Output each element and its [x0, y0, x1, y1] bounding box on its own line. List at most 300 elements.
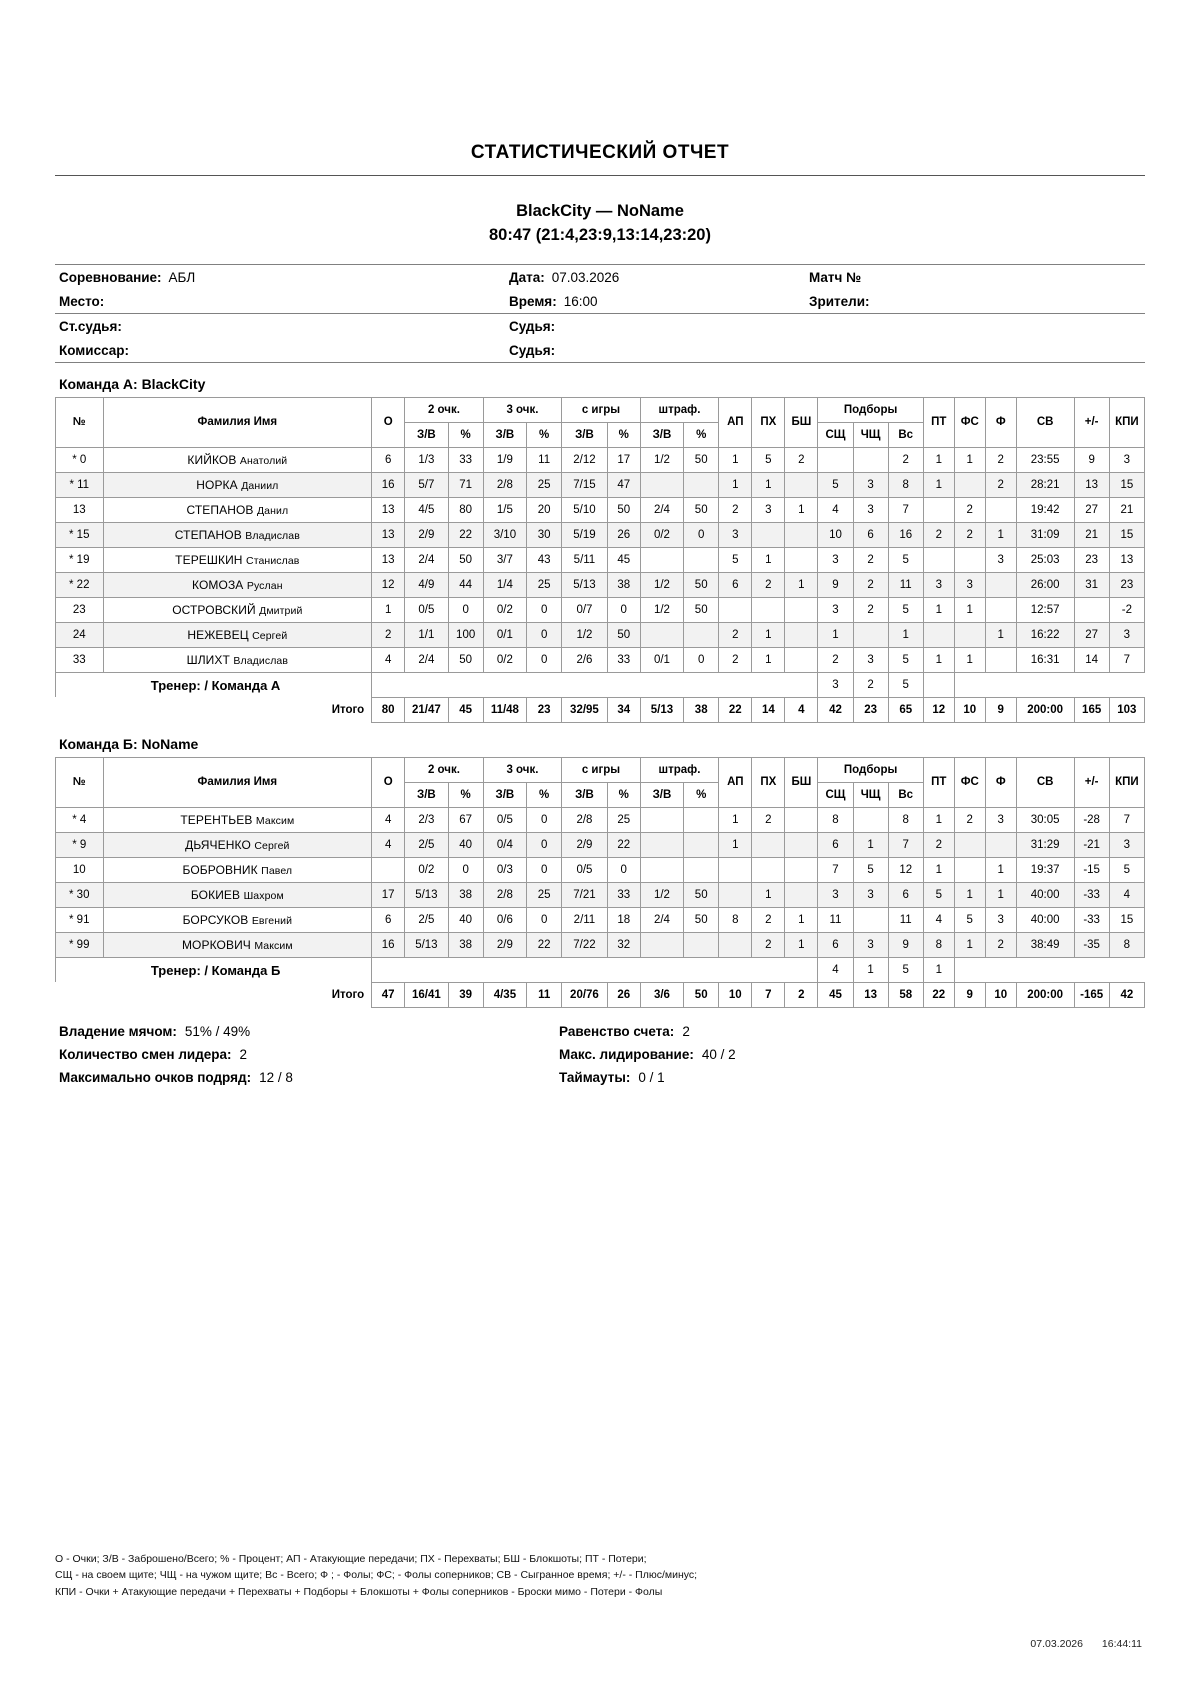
coach-cell-fouls-on	[954, 957, 985, 982]
cell-fg-pct: 33	[607, 647, 640, 672]
cell-kpi: 8	[1109, 932, 1144, 957]
col-reb-off: ЧЩ	[853, 422, 888, 447]
coach-cell-reb-off: 2	[853, 672, 888, 697]
cell-fouls	[985, 647, 1016, 672]
col-number: №	[56, 757, 104, 807]
cell-turnovers: 2	[923, 522, 954, 547]
cell-player-name	[103, 522, 372, 547]
cell-points: 12	[372, 572, 405, 597]
cell-player-number: 13	[56, 497, 104, 522]
cell-fouls-on: 2	[954, 497, 985, 522]
cell-steals: 2	[752, 807, 785, 832]
player-firstname: Владислав	[233, 654, 289, 667]
totals-cell-points: 80	[372, 697, 405, 722]
match-info-block	[55, 264, 1145, 363]
col-fouls: Ф	[985, 757, 1016, 807]
col-name: Фамилия Имя	[103, 397, 372, 447]
cell-turnovers	[923, 547, 954, 572]
coach-cell-fouls	[985, 957, 1016, 982]
cell-2pt-pct: 0	[448, 857, 483, 882]
col-reb-total: Вс	[888, 782, 923, 807]
cell-points: 13	[372, 497, 405, 522]
cell-fg-pct: 0	[607, 857, 640, 882]
totals-cell-plusminus: 165	[1074, 697, 1109, 722]
competition-value: АБЛ	[168, 269, 196, 285]
cell-ft-made	[640, 857, 683, 882]
totals-cell-3pt-pct: 23	[527, 697, 562, 722]
cell-plusminus: -28	[1074, 807, 1109, 832]
cell-reb-total: 7	[888, 497, 923, 522]
cell-player-number: 33	[56, 647, 104, 672]
cell-player-name	[103, 497, 372, 522]
cell-reb-total: 6	[888, 882, 923, 907]
col-plusminus: +/-	[1074, 757, 1109, 807]
coach-cell-reb-off: 1	[853, 957, 888, 982]
cell-player-name	[103, 447, 372, 472]
cell-reb-off: 1	[853, 832, 888, 857]
cell-fg-made: 5/19	[562, 522, 607, 547]
cell-ft-made: 2/4	[640, 907, 683, 932]
cell-plusminus: 23	[1074, 547, 1109, 572]
cell-steals: 1	[752, 647, 785, 672]
cell-reb-def: 8	[818, 807, 853, 832]
cell-reb-off: 3	[853, 472, 888, 497]
cell-steals	[752, 857, 785, 882]
coach-label: Тренер: / Команда А	[56, 672, 372, 697]
cell-2pt-made: 1/3	[405, 447, 448, 472]
table-row[interactable]	[56, 597, 1145, 622]
cell-fouls-on: 1	[954, 597, 985, 622]
cell-fouls: 3	[985, 547, 1016, 572]
cell-fouls: 1	[985, 857, 1016, 882]
cell-3pt-made: 0/6	[483, 907, 526, 932]
player-firstname: Максим	[254, 939, 293, 952]
cell-turnovers: 2	[923, 832, 954, 857]
totals-cell-steals: 14	[752, 697, 785, 722]
player-surname: НЕЖЕВЕЦ	[187, 627, 253, 642]
cell-kpi: 13	[1109, 547, 1144, 572]
table-row[interactable]	[56, 447, 1145, 472]
referee1-field	[509, 319, 809, 334]
cell-ft-pct: 50	[684, 572, 719, 597]
coach-cell-2pt-made	[405, 957, 448, 982]
cell-points: 4	[372, 807, 405, 832]
coach-cell-minutes	[1016, 957, 1074, 982]
col-fieldgoals: с игры	[562, 757, 641, 782]
col-2pt-made: З/В	[405, 782, 448, 807]
cell-2pt-made: 2/5	[405, 907, 448, 932]
cell-fg-made: 7/21	[562, 882, 607, 907]
col-steals: ПХ	[752, 757, 785, 807]
cell-player-number: * 11	[56, 472, 104, 497]
table-row[interactable]	[56, 472, 1145, 497]
cell-fg-made: 2/12	[562, 447, 607, 472]
cell-3pt-made: 2/9	[483, 932, 526, 957]
cell-player-name	[103, 572, 372, 597]
cell-plusminus: 21	[1074, 522, 1109, 547]
team-b-heading	[59, 736, 1145, 752]
cell-2pt-made: 2/5	[405, 832, 448, 857]
timeouts-value: 0 / 1	[638, 1069, 665, 1085]
col-3pt-pct: %	[527, 782, 562, 807]
col-assists: АП	[719, 397, 752, 447]
table-row[interactable]	[56, 522, 1145, 547]
cell-fg-pct: 45	[607, 547, 640, 572]
cell-ft-made: 1/2	[640, 882, 683, 907]
cell-player-number: * 19	[56, 547, 104, 572]
col-reb-off: ЧЩ	[853, 782, 888, 807]
coach-cell-reb-def: 3	[818, 672, 853, 697]
player-surname: ШЛИХТ	[186, 652, 234, 667]
cell-fouls: 1	[985, 522, 1016, 547]
coach-cell-turnovers	[923, 672, 954, 697]
time-label: Время:	[509, 293, 557, 309]
match-number-label: Матч №	[809, 269, 862, 285]
cell-steals: 1	[752, 882, 785, 907]
totals-cell-reb-total: 58	[888, 982, 923, 1007]
player-surname: ОСТРОВСКИЙ	[172, 602, 260, 617]
cell-player-number: * 0	[56, 447, 104, 472]
cell-steals: 1	[752, 622, 785, 647]
cell-3pt-pct: 11	[527, 447, 562, 472]
cell-reb-total: 7	[888, 832, 923, 857]
cell-reb-def: 9	[818, 572, 853, 597]
cell-steals: 2	[752, 572, 785, 597]
cell-fg-pct: 47	[607, 472, 640, 497]
cell-player-name	[103, 622, 372, 647]
player-firstname: Даниил	[241, 479, 279, 492]
legend-line-3: КПИ - Очки + Атакующие передачи + Перехваты + Подборы + Блокшоты + Фолы соперников - Броски мимо - Потери - Фолы	[55, 1585, 663, 1598]
cell-turnovers: 1	[923, 807, 954, 832]
cell-3pt-pct: 25	[527, 572, 562, 597]
cell-minutes: 23:55	[1016, 447, 1074, 472]
cell-ft-pct	[684, 807, 719, 832]
cell-minutes: 16:22	[1016, 622, 1074, 647]
cell-blocks	[785, 647, 818, 672]
team-a-stats-table	[55, 397, 1145, 723]
player-surname: БОКИЕВ	[190, 887, 244, 902]
cell-2pt-pct: 38	[448, 932, 483, 957]
cell-fg-made: 2/8	[562, 807, 607, 832]
totals-cell-ft-pct: 50	[684, 982, 719, 1007]
lead-changes-value: 2	[239, 1046, 248, 1062]
cell-reb-total: 16	[888, 522, 923, 547]
cell-fouls-on	[954, 547, 985, 572]
cell-3pt-pct: 0	[527, 647, 562, 672]
player-surname: ТЕРЕНТЬЕВ	[180, 812, 256, 827]
team-a-name: BlackCity	[141, 375, 206, 392]
totals-cell-ft-made: 5/13	[640, 697, 683, 722]
cell-reb-def: 1	[818, 622, 853, 647]
cell-steals: 1	[752, 472, 785, 497]
cell-player-number: * 15	[56, 522, 104, 547]
col-3pt-made: З/В	[483, 782, 526, 807]
coach-cell-2pt-pct	[448, 672, 483, 697]
ties-field	[559, 1024, 690, 1039]
table-row[interactable]	[56, 622, 1145, 647]
table-row[interactable]	[56, 857, 1145, 882]
cell-fouls: 2	[985, 447, 1016, 472]
cell-ft-pct	[684, 622, 719, 647]
cell-fg-pct: 0	[607, 597, 640, 622]
cell-plusminus: -21	[1074, 832, 1109, 857]
totals-label: Итого	[331, 703, 365, 716]
table-row[interactable]	[56, 832, 1145, 857]
table-row[interactable]	[56, 932, 1145, 957]
team-b-name: NoName	[141, 735, 199, 752]
cell-player-name	[103, 882, 372, 907]
cell-fouls: 2	[985, 932, 1016, 957]
cell-2pt-made: 2/4	[405, 647, 448, 672]
table-row[interactable]	[56, 647, 1145, 672]
totals-cell-fg-pct: 26	[607, 982, 640, 1007]
col-reb-def: СЩ	[818, 422, 853, 447]
cell-ft-pct	[684, 932, 719, 957]
cell-ft-pct: 50	[684, 497, 719, 522]
player-firstname: Павел	[261, 864, 293, 877]
player-firstname: Евгений	[251, 914, 293, 927]
cell-3pt-made: 1/5	[483, 497, 526, 522]
coach-label: Тренер: / Команда Б	[56, 957, 372, 982]
cell-minutes: 40:00	[1016, 882, 1074, 907]
player-surname: КИЙКОВ	[187, 452, 240, 467]
cell-blocks	[785, 547, 818, 572]
cell-player-name	[103, 832, 372, 857]
cell-points: 1	[372, 597, 405, 622]
cell-minutes: 19:37	[1016, 857, 1074, 882]
coach-cell-points	[372, 957, 405, 982]
col-minutes: СВ	[1016, 397, 1074, 447]
date-value: 07.03.2026	[551, 269, 620, 285]
totals-cell-fg-made: 20/76	[562, 982, 607, 1007]
cell-assists	[719, 597, 752, 622]
cell-kpi: 7	[1109, 647, 1144, 672]
cell-2pt-made: 2/3	[405, 807, 448, 832]
col-name: Фамилия Имя	[103, 757, 372, 807]
coach-cell-assists	[719, 957, 752, 982]
cell-player-name	[103, 907, 372, 932]
coach-cell-ft-made	[640, 957, 683, 982]
team-a-heading	[59, 376, 1145, 392]
col-number: №	[56, 397, 104, 447]
coach-cell-reb-def: 4	[818, 957, 853, 982]
cell-2pt-pct: 67	[448, 807, 483, 832]
date-label: Дата:	[509, 269, 545, 285]
cell-plusminus: -35	[1074, 932, 1109, 957]
cell-ft-made: 1/2	[640, 572, 683, 597]
player-surname: СТЕПАНОВ	[186, 502, 257, 517]
totals-cell-kpi: 42	[1109, 982, 1144, 1007]
cell-minutes: 31:09	[1016, 522, 1074, 547]
totals-cell-fg-made: 32/95	[562, 697, 607, 722]
cell-player-name	[103, 597, 372, 622]
max-lead-label: Макс. лидирование:	[559, 1046, 694, 1062]
cell-2pt-made: 2/9	[405, 522, 448, 547]
cell-2pt-pct: 38	[448, 882, 483, 907]
cell-ft-made	[640, 472, 683, 497]
cell-3pt-pct: 22	[527, 932, 562, 957]
footer-time: 16:44:11	[1101, 1638, 1142, 1650]
cell-2pt-pct: 40	[448, 832, 483, 857]
cell-fouls: 1	[985, 622, 1016, 647]
cell-fouls-on	[954, 622, 985, 647]
col-2pt: 2 очк.	[405, 397, 484, 422]
cell-kpi: 7	[1109, 807, 1144, 832]
cell-assists: 3	[719, 522, 752, 547]
cell-blocks	[785, 882, 818, 907]
col-minutes: СВ	[1016, 757, 1074, 807]
competition-field	[55, 270, 509, 285]
cell-3pt-pct: 25	[527, 882, 562, 907]
cell-fouls: 1	[985, 882, 1016, 907]
cell-blocks	[785, 622, 818, 647]
place-label: Место:	[59, 293, 105, 309]
totals-cell-2pt-made: 16/41	[405, 982, 448, 1007]
cell-2pt-pct: 33	[448, 447, 483, 472]
cell-reb-off	[853, 622, 888, 647]
coach-cell-kpi	[1109, 672, 1144, 697]
cell-reb-off	[853, 907, 888, 932]
cell-kpi: 21	[1109, 497, 1144, 522]
commissar-field	[55, 343, 509, 358]
max-run-field	[55, 1070, 559, 1085]
cell-reb-off: 5	[853, 857, 888, 882]
totals-cell-fg-pct: 34	[607, 697, 640, 722]
cell-plusminus: 27	[1074, 497, 1109, 522]
cell-ft-made: 1/2	[640, 597, 683, 622]
cell-steals: 5	[752, 447, 785, 472]
player-surname: БОРСУКОВ	[182, 912, 252, 927]
coach-cell-reb-total: 5	[888, 672, 923, 697]
totals-cell-fouls-on: 10	[954, 697, 985, 722]
table-row[interactable]	[56, 882, 1145, 907]
cell-points	[372, 857, 405, 882]
coach-cell-2pt-pct	[448, 957, 483, 982]
coach-cell-fg-made	[562, 672, 607, 697]
coach-cell-plusminus	[1074, 957, 1109, 982]
cell-reb-off: 2	[853, 547, 888, 572]
cell-plusminus: 14	[1074, 647, 1109, 672]
col-3pt: 3 очк.	[483, 397, 562, 422]
totals-cell-reb-def: 42	[818, 697, 853, 722]
cell-player-name	[103, 547, 372, 572]
max-run-label: Максимально очков подряд:	[59, 1069, 252, 1085]
totals-cell-3pt-pct: 11	[527, 982, 562, 1007]
cell-ft-pct: 50	[684, 882, 719, 907]
footer-date: 07.03.2026	[1030, 1638, 1083, 1650]
cell-blocks	[785, 522, 818, 547]
col-points: О	[372, 757, 405, 807]
col-assists: АП	[719, 757, 752, 807]
col-ft-pct: %	[684, 782, 719, 807]
cell-player-name	[103, 647, 372, 672]
referee1-label: Судья:	[509, 318, 556, 334]
cell-fouls: 3	[985, 807, 1016, 832]
cell-ft-made: 2/4	[640, 497, 683, 522]
totals-cell-blocks: 2	[785, 982, 818, 1007]
max-lead-field	[559, 1047, 736, 1062]
totals-row	[56, 982, 1145, 1007]
cell-fg-pct: 22	[607, 832, 640, 857]
col-ft-pct: %	[684, 422, 719, 447]
cell-blocks: 2	[785, 447, 818, 472]
referee2-label: Судья:	[509, 342, 556, 358]
cell-fouls	[985, 572, 1016, 597]
cell-2pt-made: 5/7	[405, 472, 448, 497]
cell-turnovers	[923, 497, 954, 522]
cell-ft-pct: 50	[684, 447, 719, 472]
cell-ft-made	[640, 547, 683, 572]
legend-line-1: О - Очки; З/В - Заброшено/Всего; % - Процент; АП - Атакующие передачи; ПХ - Перехваты; БШ - Блокшоты; ПТ - Потери;	[55, 1553, 647, 1565]
coach-cell-3pt-made	[483, 957, 526, 982]
cell-reb-def: 6	[818, 932, 853, 957]
col-2pt-pct: %	[448, 422, 483, 447]
cell-2pt-pct: 50	[448, 547, 483, 572]
cell-assists	[719, 932, 752, 957]
player-firstname: Шахром	[243, 889, 284, 902]
cell-turnovers: 3	[923, 572, 954, 597]
cell-kpi: 4	[1109, 882, 1144, 907]
cell-plusminus: -33	[1074, 907, 1109, 932]
coach-cell-fouls-on	[954, 672, 985, 697]
cell-reb-def: 6	[818, 832, 853, 857]
cell-fg-made: 7/15	[562, 472, 607, 497]
cell-fg-made: 5/13	[562, 572, 607, 597]
col-rebounds: Подборы	[818, 757, 923, 782]
legend-block	[55, 1551, 697, 1600]
cell-kpi: 3	[1109, 447, 1144, 472]
totals-cell-assists: 10	[719, 982, 752, 1007]
cell-2pt-made: 4/9	[405, 572, 448, 597]
title-divider	[55, 175, 1145, 176]
table-row[interactable]	[56, 497, 1145, 522]
cell-reb-off: 3	[853, 932, 888, 957]
totals-cell-reb-total: 65	[888, 697, 923, 722]
cell-3pt-made: 0/3	[483, 857, 526, 882]
cell-ft-made: 0/1	[640, 647, 683, 672]
col-fg-pct: %	[607, 782, 640, 807]
cell-assists: 1	[719, 807, 752, 832]
coach-cell-blocks	[785, 672, 818, 697]
col-reb-total: Вс	[888, 422, 923, 447]
cell-plusminus: 13	[1074, 472, 1109, 497]
cell-minutes: 28:21	[1016, 472, 1074, 497]
table-row[interactable]	[56, 807, 1145, 832]
match-score: 80:47 (21:4,23:9,13:14,23:20)	[489, 225, 711, 244]
table-row[interactable]	[56, 907, 1145, 932]
cell-fg-made: 0/5	[562, 857, 607, 882]
timeouts-field	[559, 1070, 665, 1085]
cell-assists: 1	[719, 832, 752, 857]
totals-cell-2pt-pct: 45	[448, 697, 483, 722]
info-spacer-1	[809, 319, 1059, 334]
col-points: О	[372, 397, 405, 447]
coach-cell-plusminus	[1074, 672, 1109, 697]
cell-blocks	[785, 472, 818, 497]
team-b-stats-table	[55, 757, 1145, 1008]
table-row[interactable]	[56, 547, 1145, 572]
cell-player-number: * 91	[56, 907, 104, 932]
legend-line-2: СЩ - на своем щите; ЧЩ - на чужом щите; Вс - Всего; Ф ; - Фолы; ФС; - Фолы соперников; СВ - Сыгранное время; +/- - Плюс/минус;	[55, 1569, 698, 1582]
cell-fg-made: 5/10	[562, 497, 607, 522]
cell-ft-pct: 50	[684, 597, 719, 622]
col-2pt-made: З/В	[405, 422, 448, 447]
cell-turnovers: 1	[923, 597, 954, 622]
table-header-row-1	[56, 757, 1145, 782]
col-2pt-pct: %	[448, 782, 483, 807]
table-row[interactable]	[56, 572, 1145, 597]
cell-2pt-pct: 22	[448, 522, 483, 547]
